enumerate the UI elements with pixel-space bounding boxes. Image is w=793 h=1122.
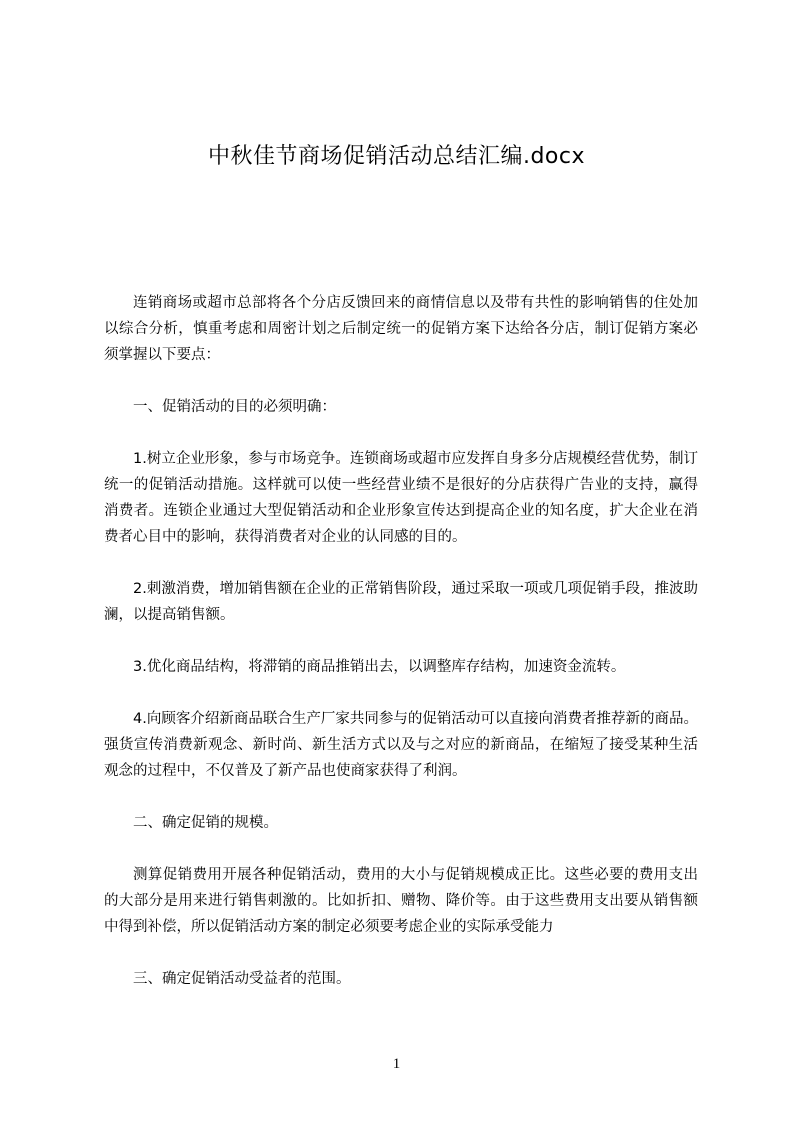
section-heading-2: 二、确定促销的规模。 <box>133 815 278 831</box>
point-paragraph-2: 2.刺激消费，增加销售额在企业的正常销售阶段，通过采取一项或几项促销手段，推波助澜，以提高销售额。 <box>104 581 698 623</box>
intro-paragraph: 连销商场或超市总部将各个分店反馈回来的商情信息以及带有共性的影响销售的住处加以综合分析，慎重考虑和周密计划之后制定统一的促销方案下达给各分店，制订促销方案必须掌握以下要点： <box>104 295 698 363</box>
section-heading-1: 一、促销活动的目的必须明确： <box>133 399 336 415</box>
point-paragraph-1: 1.树立企业形象，参与市场竞争。连锁商场或超市应发挥自身多分店规模经营优势，制订统一的促销活动措施。这样就可以使一些经营业绩不是很好的分店获得广告业的支持，赢得消费者。连锁企业通过大型促销活动和企业形象宣传达到提高企业的知名度，扩大企业在消费者心目中的影响，获得消费者对企业的认同感的目的。 <box>104 451 698 545</box>
section-heading-3: 三、确定促销活动受益者的范围。 <box>133 971 351 987</box>
document-body <box>104 290 698 1018</box>
budget-paragraph: 测算促销费用开展各种促销活动，费用的大小与促销规模成正比。这些必要的费用支出的大部分是用来进行销售刺激的。比如折扣、赠物、降价等。由于这些费用支出要从销售额中得到补偿，所以促销活动方案的制定必须要考虑企业的实际承受能力 <box>104 867 698 935</box>
document-title: 中秋佳节商场促销活动总结汇编.docx <box>207 144 586 169</box>
point-paragraph-3: 3.优化商品结构，将滞销的商品推销出去，以调整库存结构，加速资金流转。 <box>133 659 626 675</box>
page-number: 1 <box>392 1056 401 1072</box>
point-paragraph-4: 4.向顾客介绍新商品联合生产厂家共同参与的促销活动可以直接向消费者推荐新的商品。强货宣传消费新观念、新时尚、新生活方式以及与之对应的新商品，在缩短了接受某种生活观念的过程中，不仅普及了新产品也使商家获得了利润。 <box>104 711 698 779</box>
